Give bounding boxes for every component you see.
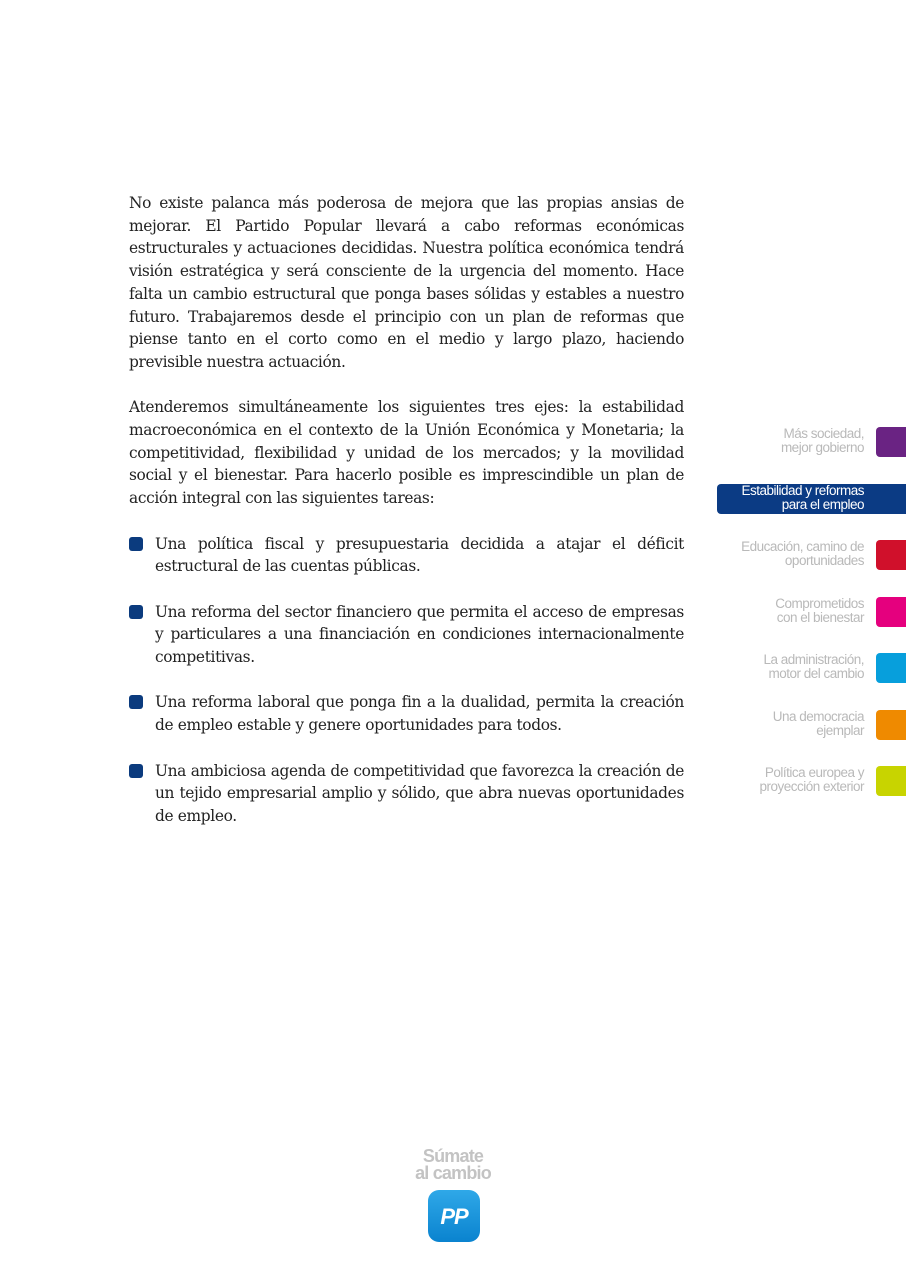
nav-label-line2: con el bienestar (776, 610, 864, 625)
bullet-square-icon (129, 605, 143, 619)
section-color-tab (876, 597, 906, 627)
section-color-tab (876, 710, 906, 740)
list-item (129, 760, 684, 828)
main-content (129, 192, 684, 850)
nav-item-estabilidad-active[interactable] (717, 484, 906, 514)
nav-label-line1: Comprometidos (775, 596, 864, 611)
slogan-line2: al cambio (415, 1163, 491, 1183)
bullet-square-icon (129, 695, 143, 709)
section-color-tab (876, 653, 906, 683)
nav-item-mas-sociedad[interactable] (700, 427, 906, 457)
nav-label-line1: La administración, (763, 652, 864, 667)
nav-item-educacion[interactable] (700, 540, 906, 570)
slogan-line1: Súmate (422, 1146, 484, 1166)
nav-label (741, 540, 864, 568)
nav-label (741, 484, 864, 512)
nav-label-line2: mejor gobierno (780, 440, 864, 455)
nav-label (773, 710, 864, 738)
nav-label-line2: oportunidades (784, 553, 864, 568)
section-color-tab (876, 540, 906, 570)
nav-label-line1: Más sociedad, (783, 426, 864, 441)
intro-paragraph: No existe palanca más poderosa de mejora que las propias ansias de mejorar. El Partido Popular llevará a cabo reformas económicas estructurales y actuaciones decididas. Nuestra política económica tendrá visión estratégica y será consciente de la urgencia del momento. Hace falta un cambio estructural que ponga bases sólidas y estables a nuestro futuro. Trabajaremos desde el principio con un plan de reformas que piense tanto en el corto como en el medio y largo plazo, haciendo previsible nuestra actuación. (129, 194, 684, 371)
nav-item-politica-europea[interactable] (700, 766, 906, 796)
list-item (129, 601, 684, 669)
nav-label (759, 766, 864, 794)
list-item (129, 691, 684, 736)
nav-label-line2: ejemplar (816, 723, 864, 738)
pp-logo-icon (428, 1190, 480, 1242)
nav-item-bienestar[interactable] (700, 597, 906, 627)
list-item (129, 533, 684, 578)
logo-text: PP (440, 1204, 468, 1229)
bullet-square-icon (129, 764, 143, 778)
nav-label-line1: Política europea y (764, 765, 864, 780)
axes-paragraph: Atenderemos simultáneamente los siguientes tres ejes: la estabilidad macroeconómica en el contexto de la Unión Económica y Monetaria; la competitividad, flexibilidad y unidad de los mercados; y la movilidad social y el bienestar. Para hacerlo posible es imprescindible un plan de acción integral con las siguientes tareas: (129, 398, 684, 508)
section-color-tab (876, 766, 906, 796)
nav-item-administracion[interactable] (700, 653, 906, 683)
task-list (129, 533, 684, 828)
nav-label-line2: para el empleo (781, 497, 864, 512)
nav-label-line2: proyección exterior (759, 779, 864, 794)
section-color-tab (876, 427, 906, 457)
list-item-text: Una reforma laboral que ponga fin a la dualidad, permita la creación de empleo estable y genere oportunidades para todos. (155, 693, 684, 735)
list-item-text: Una política fiscal y presupuestaria decidida a atajar el déficit estructural de las cuentas públicas. (155, 534, 684, 576)
list-item-text: Una ambiciosa agenda de competitividad que favorezca la creación de un tejido empresarial amplio y sólido, que abra nuevas oportunidades de empleo. (155, 761, 684, 825)
footer-slogan (400, 1148, 506, 1182)
nav-label-line2: motor del cambio (768, 666, 864, 681)
nav-label-line1: Una democracia (772, 709, 864, 724)
nav-label-line1: Educación, camino de (741, 539, 864, 554)
nav-item-democracia[interactable] (700, 710, 906, 740)
nav-label (775, 597, 864, 625)
nav-label (781, 427, 864, 455)
nav-label-line1: Estabilidad y reformas (741, 483, 864, 498)
bullet-square-icon (129, 537, 143, 551)
nav-label (763, 653, 864, 681)
list-item-text: Una reforma del sector financiero que permita el acceso de empresas y particulares a una financiación en condiciones internacionalmente competitivas. (155, 602, 684, 667)
